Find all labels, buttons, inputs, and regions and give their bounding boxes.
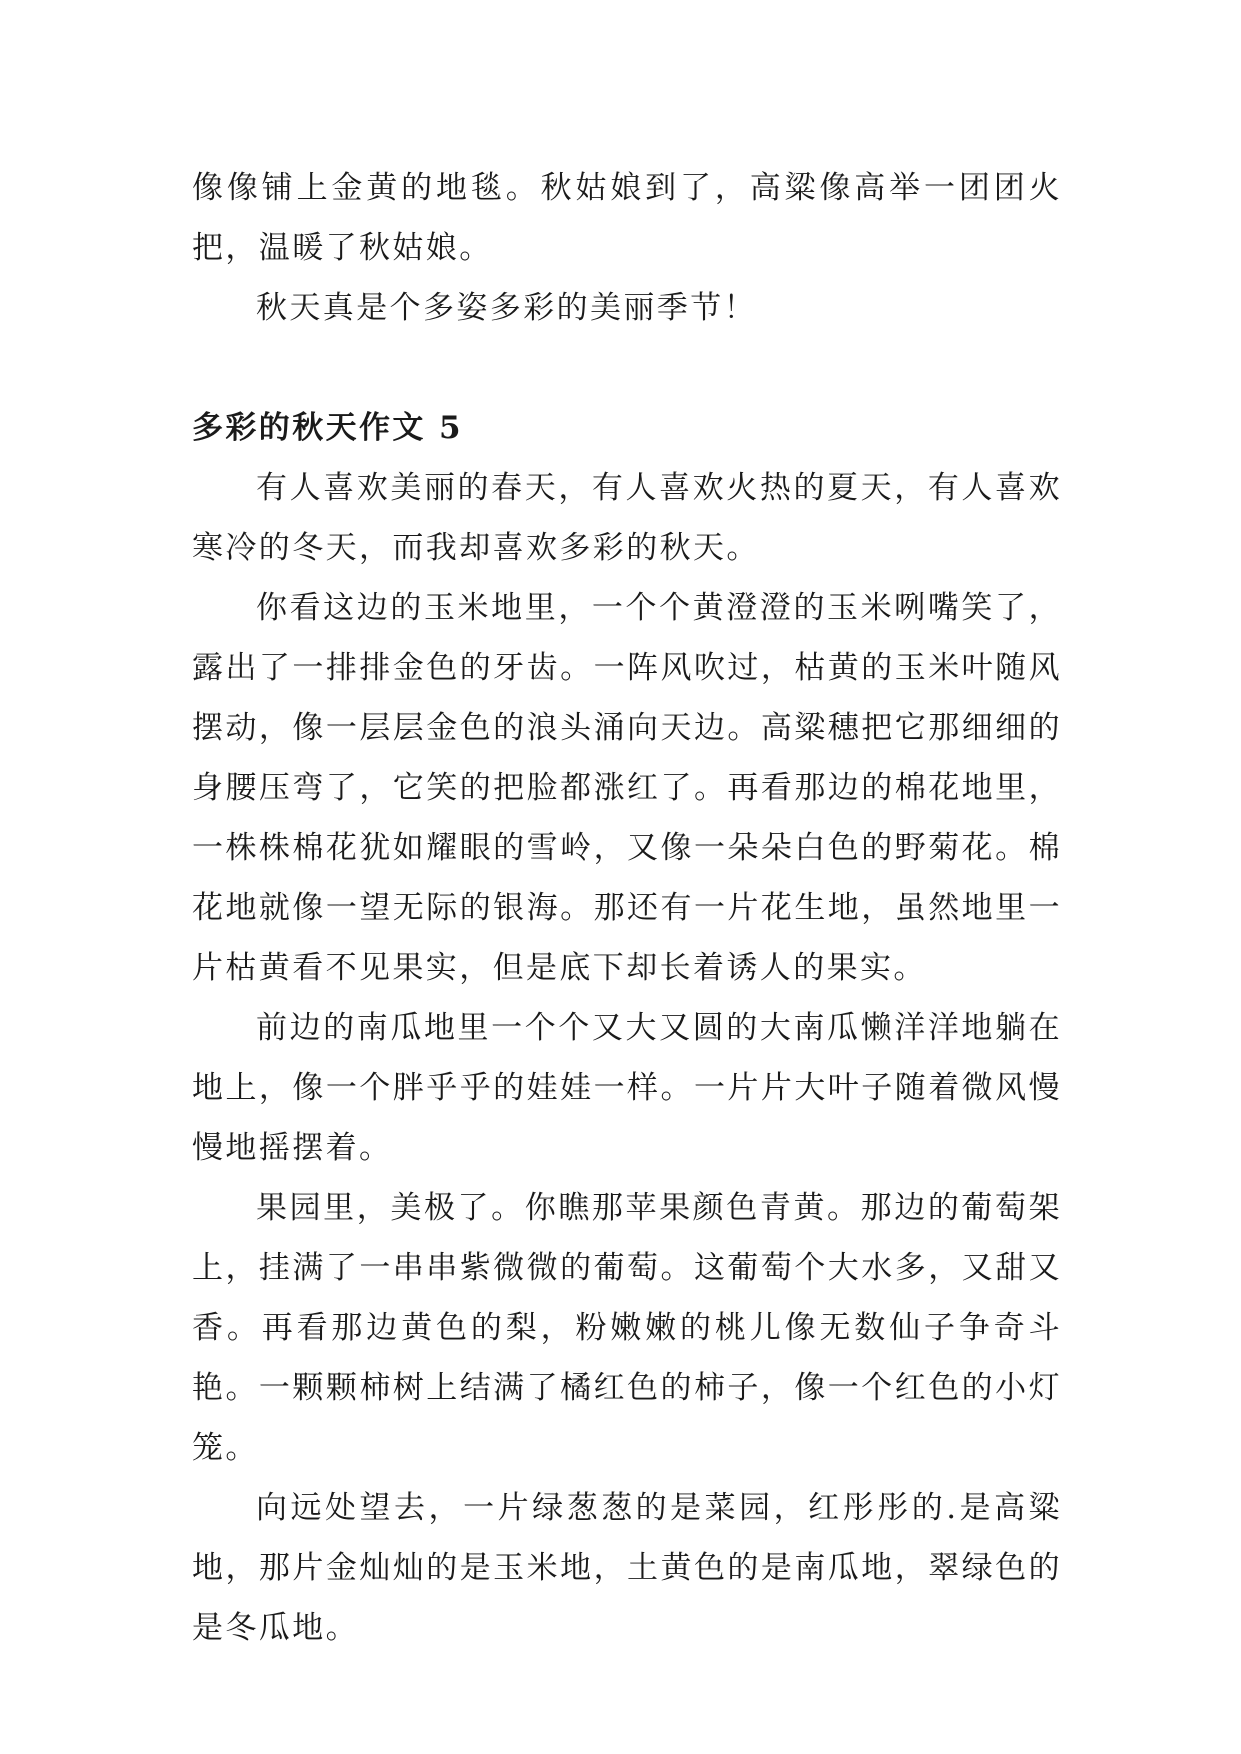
document-page xyxy=(192,158,1062,1658)
section-gap xyxy=(192,338,1062,398)
paragraph: 你看这边的玉米地里，一个个黄澄澄的玉米咧嘴笑了，露出了一排排金色的牙齿。一阵风吹过，枯黄的玉米叶随风摆动，像一层层金色的浪头涌向天边。高粱穗把它那细细的身腰压弯了，它笑的把脸都涨红了。再看那边的棉花地里，一株株棉花犹如耀眼的雪岭，又像一朵朵白色的野菊花。棉花地就像一望无际的银海。那还有一片花生地，虽然地里一片枯黄看不见果实，但是底下却长着诱人的果实。 xyxy=(192,590,1062,986)
paragraph: 果园里，美极了。你瞧那苹果颜色青黄。那边的葡萄架上，挂满了一串串紫微微的葡萄。这葡萄个大水多，又甜又香。再看那边黄色的梨，粉嫩嫩的桃儿像无数仙子争奇斗艳。一颗颗柿树上结满了橘红色的柿子，像一个红色的小灯笼。 xyxy=(192,1190,1062,1466)
paragraph: 前边的南瓜地里一个个又大又圆的大南瓜懒洋洋地躺在地上，像一个胖乎乎的娃娃一样。一片片大叶子随着微风慢慢地摇摆着。 xyxy=(192,1010,1062,1166)
paragraph-closing: 秋天真是个多姿多彩的美丽季节！ xyxy=(256,290,757,326)
paragraph-continued: 像像铺上金黄的地毯。秋姑娘到了，高粱像高举一团团火把，温暖了秋姑娘。 xyxy=(192,170,1062,266)
paragraph: 向远处望去，一片绿葱葱的是菜园，红彤彤的.是高粱地，那片金灿灿的是玉米地，土黄色的是南瓜地，翠绿色的是冬瓜地。 xyxy=(192,1490,1062,1646)
section-heading: 多彩的秋天作文 5 xyxy=(192,410,463,446)
paragraph: 有人喜欢美丽的春天，有人喜欢火热的夏天，有人喜欢寒冷的冬天，而我却喜欢多彩的秋天。 xyxy=(192,470,1062,566)
